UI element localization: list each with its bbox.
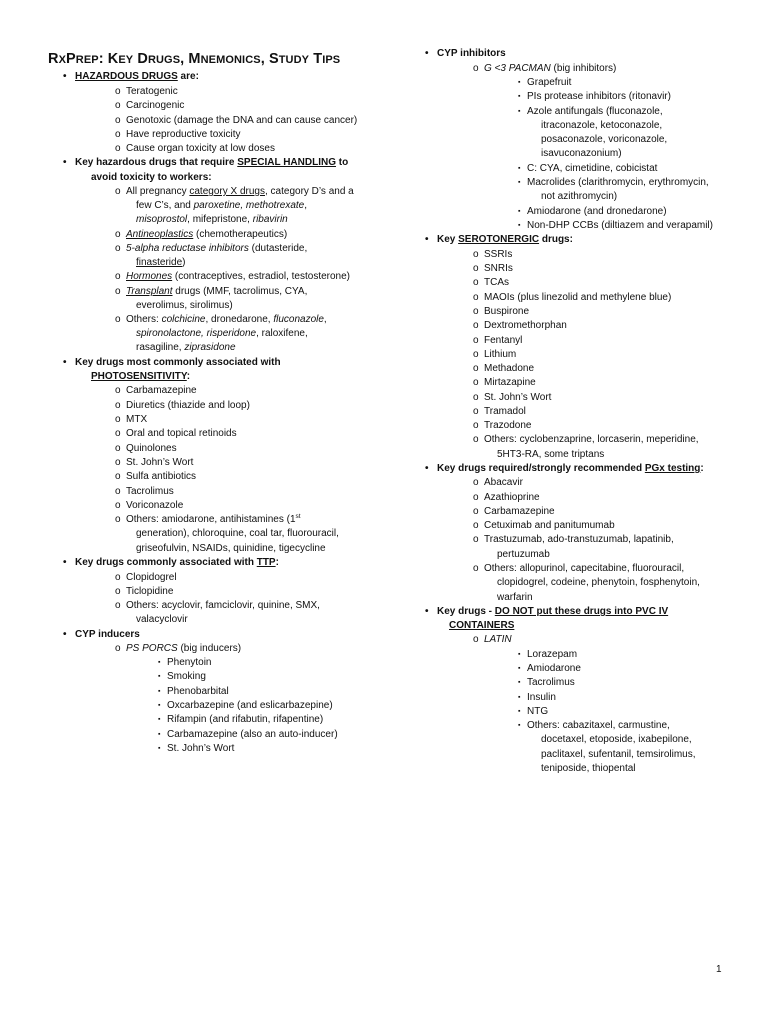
list-item-cont: rasagiline, ziprasidone [136,342,236,353]
list-item: o Others: amiodarone, antihistamines (1st [115,513,301,525]
photosensitivity-heading-cont: PHOTOSENSITIVITY: [91,371,191,382]
list-item-cont: spironolactone, risperidone, raloxifene, [136,328,308,339]
list-item-cont: griseofulvin, NSAIDs, quinidine, tigecycline [136,543,326,554]
list-item-cont: paclitaxel, sufentanil, temsirolimus, [541,749,696,760]
hazardous-heading: • HAZARDOUS DRUGS are: [63,71,199,82]
list-item: o Carbamazepine [115,385,197,396]
ttp-heading: • Key drugs commonly associated with TTP: [63,557,279,568]
list-item: o Buspirone [473,306,530,317]
serotonergic-heading: • Key SEROTONERGIC drugs: [425,234,573,245]
list-item: o Genotoxic (damage the DNA and can cause cancer) [115,115,358,126]
list-item: o Sulfa antibiotics [115,471,197,482]
list-item: o Ticlopidine [115,586,174,597]
list-item: ▪ Phenytoin [158,657,212,668]
list-item: o St. John’s Wort [473,392,552,403]
list-item: o LATIN [473,634,512,645]
list-item: o Antineoplastics (chemotherapeutics) [115,229,288,240]
list-item-cont: valacyclovir [136,614,188,625]
list-item: o Carcinogenic [115,100,185,111]
list-item: o Methadone [473,363,535,374]
list-item: ▪ Insulin [518,692,556,703]
list-item: o Clopidogrel [115,572,177,583]
list-item: o Diuretics (thiazide and loop) [115,400,250,411]
list-item-cont: not azithromycin) [541,191,618,202]
list-item: ▪ Amiodarone [518,663,581,674]
pvc-heading: • Key drugs - DO NOT put these drugs into PVC IV [425,606,669,617]
list-item: ▪ Amiodarone (and dronedarone) [518,206,667,217]
list-item-cont: misoprostol, mifepristone, ribavirin [136,214,288,225]
list-item: o Others: acyclovir, famciclovir, quinine, SMX, [115,600,320,611]
list-item-cont: warfarin [497,592,533,603]
list-item: o Quinolones [115,443,177,454]
list-item-cont: pertuzumab [497,549,550,560]
list-item: ▪ Carbamazepine (also an auto-inducer) [158,729,338,740]
list-item: o Cause organ toxicity at low doses [115,143,275,154]
list-item: o 5-alpha reductase inhibitors (dutasteride, [115,243,308,254]
list-item-cont: few C’s, and paroxetine, methotrexate, [136,200,308,211]
list-item: ▪ C: CYA, cimetidine, cobicistat [518,163,658,174]
list-item-cont: everolimus, sirolimus) [136,300,233,311]
pvc-heading-cont: CONTAINERS [449,620,515,631]
list-item: o Hormones (contraceptives, estradiol, testosterone) [115,271,351,282]
special-handling-heading: • Key hazardous drugs that require SPECIAL HANDLING to [63,157,349,168]
list-item: o MTX [115,414,148,425]
list-item: o Carbamazepine [473,506,555,517]
list-item: o Tacrolimus [115,486,174,497]
list-item: ▪ Non-DHP CCBs (diltiazem and verapamil) [518,220,713,231]
list-item: ▪ Oxcarbazepine (and eslicarbazepine) [158,700,333,711]
list-item-cont: finasteride) [136,257,186,268]
list-item: o Others: allopurinol, capecitabine, fluorouracil, [473,563,685,574]
list-item: o Dextromethorphan [473,320,567,331]
list-item-cont: itraconazole, ketoconazole, [541,120,663,131]
list-item-cont: teniposide, thiopental [541,763,636,774]
list-item: o MAOIs (plus linezolid and methylene blue) [473,292,672,303]
list-item-cont: 5HT3-RA, some triptans [497,449,605,460]
list-item: o Abacavir [473,477,523,488]
list-item: ▪ Macrolides (clarithromycin, erythromycin, [518,177,709,188]
list-item: ▪ Grapefruit [518,77,572,88]
list-item: o Trazodone [473,420,532,431]
cyp-inhibitors-heading: • CYP inhibitors [425,48,506,59]
list-item: ▪ Tacrolimus [518,677,575,688]
list-item: o SSRIs [473,249,513,260]
list-item: o Oral and topical retinoids [115,428,237,439]
list-item: o All pregnancy category X drugs, category D’s and a [115,186,354,197]
page-title: RXPREP: KEY DRUGS, MNEMONICS, STUDY TIPS [48,51,341,67]
list-item: o Transplant drugs (MMF, tacrolimus, CYA, [115,286,308,297]
cyp-inducers-heading: • CYP inducers [63,629,140,640]
photosensitivity-heading: • Key drugs most commonly associated with [63,357,281,368]
list-item: ▪ Rifampin (and rifabutin, rifapentine) [158,714,324,725]
list-item: o PS PORCS (big inducers) [115,643,242,654]
list-item-cont: posaconazole, voriconazole, [541,134,668,145]
list-item: o Others: colchicine, dronedarone, fluconazole, [115,314,327,325]
list-item: o St. John’s Wort [115,457,194,468]
list-item-cont: generation), chloroquine, coal tar, fluorouracil, [136,528,339,539]
list-item: o Tramadol [473,406,526,417]
special-handling-heading-cont: avoid toxicity to workers: [91,172,212,183]
list-item: ▪ Lorazepam [518,649,578,660]
list-item: ▪ Azole antifungals (fluconazole, [518,106,663,117]
list-item-cont: docetaxel, etoposide, ixabepilone, [541,734,692,745]
list-item-cont: isavuconazonium) [541,148,622,159]
list-item: o SNRIs [473,263,513,274]
list-item: o Cetuximab and panitumumab [473,520,615,531]
list-item: ▪ St. John’s Wort [158,743,235,754]
list-item: o Lithium [473,349,517,360]
list-item: o Have reproductive toxicity [115,129,241,140]
list-item-cont: clopidogrel, codeine, phenytoin, fosphenytoin, [497,577,700,588]
list-item: ▪ PIs protease inhibitors (ritonavir) [518,91,671,102]
list-item: o Teratogenic [115,86,178,97]
list-item: o Azathioprine [473,492,540,503]
list-item: o Fentanyl [473,335,523,346]
list-item: o Mirtazapine [473,377,536,388]
list-item: o Others: cyclobenzaprine, lorcaserin, meperidine, [473,434,699,445]
list-item: ▪ Smoking [158,671,206,682]
list-item: o Trastuzumab, ado-transtuzumab, lapatinib, [473,534,674,545]
list-item: o Voriconazole [115,500,184,511]
list-item: ▪ NTG [518,706,549,717]
pgx-heading: • Key drugs required/strongly recommended PGx testing: [425,463,704,474]
list-item: o TCAs [473,277,509,288]
list-item: ▪ Others: cabazitaxel, carmustine, [518,720,670,731]
list-item: o G <3 PACMAN (big inhibitors) [473,63,617,74]
list-item: ▪ Phenobarbital [158,686,229,697]
page-number: 1 [716,964,722,975]
